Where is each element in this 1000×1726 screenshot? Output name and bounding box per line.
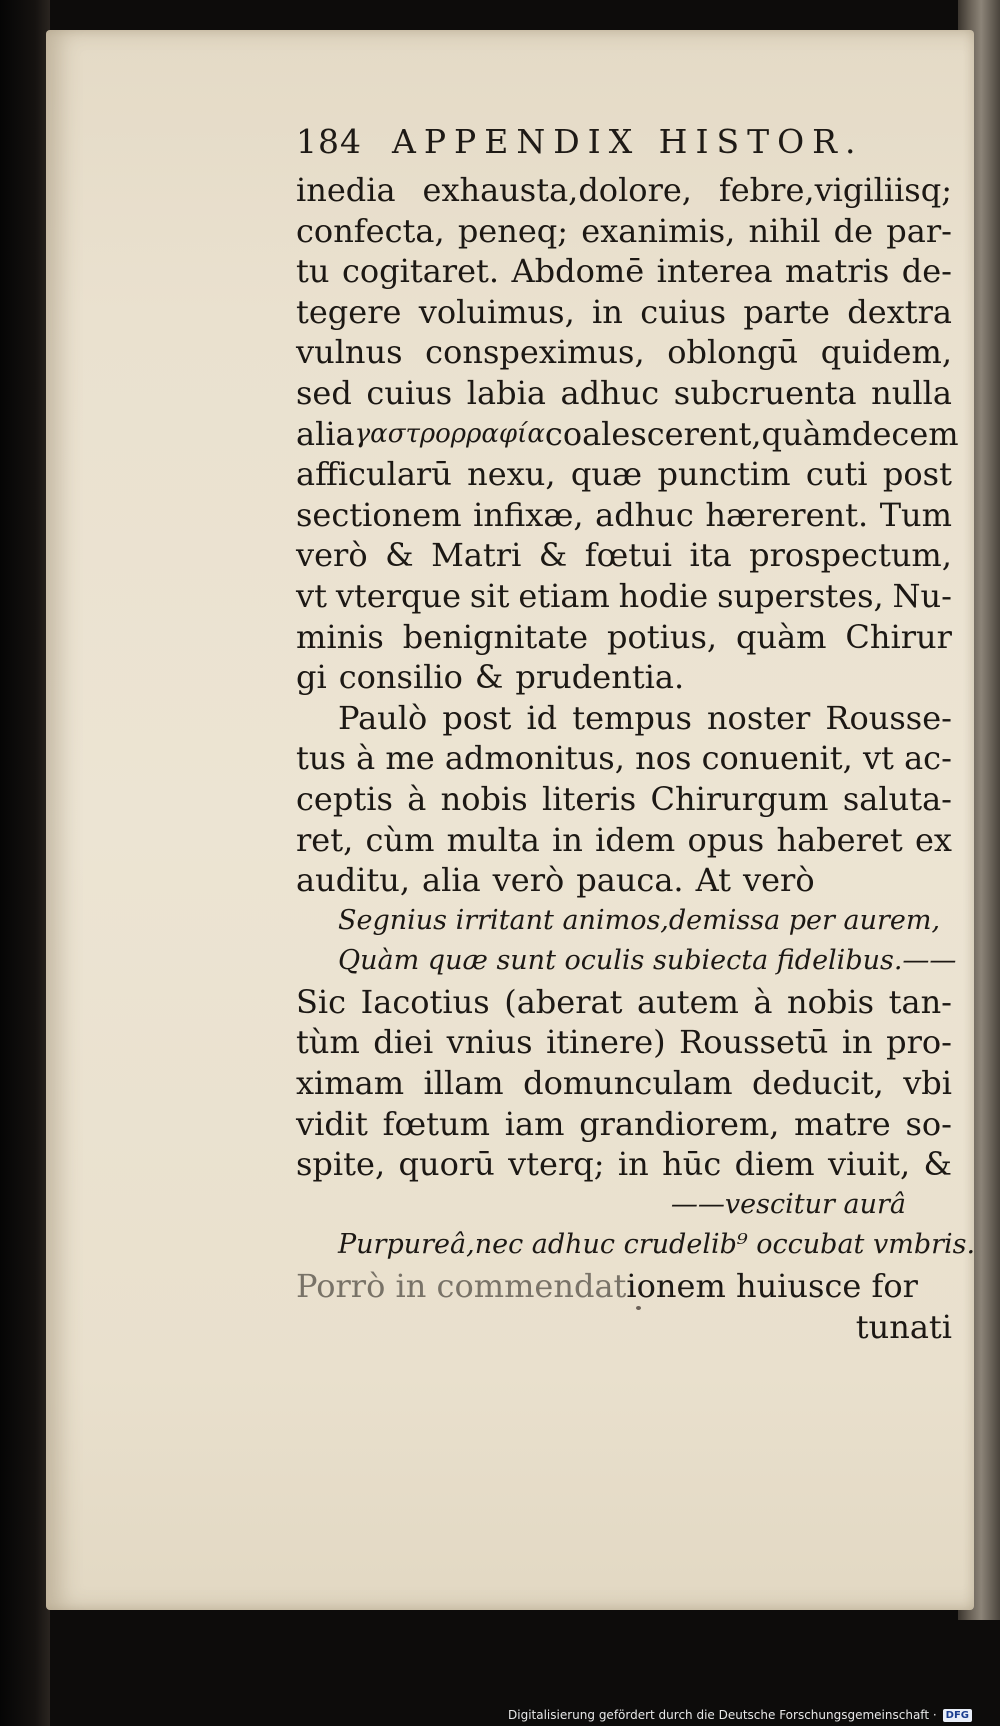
- word: &: [474, 658, 504, 697]
- running-header: [296, 122, 996, 170]
- faded-text: Porrò in commendat: [296, 1267, 627, 1306]
- word: voluimus,: [418, 292, 575, 331]
- catchword: tunati: [855, 1307, 952, 1346]
- word: diem: [734, 1145, 815, 1184]
- word: admonitus,: [444, 739, 625, 778]
- word: deducit,: [752, 1064, 884, 1103]
- word: vbi: [903, 1064, 952, 1103]
- word: vulnus: [296, 333, 403, 372]
- text-block: [296, 122, 996, 1347]
- text-line: [296, 779, 952, 820]
- word: Chirur: [845, 617, 952, 656]
- text-line: [296, 495, 952, 536]
- word: haberet: [776, 820, 903, 859]
- word: At: [695, 861, 731, 900]
- word: ret,: [296, 820, 354, 859]
- word: saluta-: [842, 779, 952, 818]
- word: par-: [886, 211, 952, 250]
- word: in: [841, 1023, 873, 1062]
- word: hærerent.: [705, 495, 869, 534]
- word: exhausta,dolore,: [422, 171, 692, 209]
- word: potius,: [607, 617, 718, 656]
- text-line: [296, 292, 952, 333]
- text-line: [296, 373, 952, 414]
- word: de: [833, 211, 874, 250]
- text-line: [296, 617, 952, 658]
- paragraph-1: [296, 170, 996, 698]
- word: adhuc: [595, 495, 694, 534]
- word: sectionem: [296, 495, 462, 534]
- word: grandiorem,: [579, 1104, 780, 1143]
- word: Paulò: [338, 698, 428, 737]
- word: literis: [541, 779, 637, 818]
- word: afficularū: [296, 455, 452, 494]
- word: ex: [914, 820, 952, 859]
- word: Rousse-: [825, 698, 952, 737]
- word: nobis: [440, 779, 528, 818]
- text-line: [296, 982, 952, 1023]
- word: quæ: [570, 455, 643, 494]
- funding-credit: Digitalisierung gefördert durch die Deutsche Forschungsgemeinschaft ·: [508, 1708, 937, 1722]
- text-line: [296, 738, 952, 779]
- word: Abdomē: [511, 252, 645, 291]
- word: alia: [296, 414, 355, 453]
- word: idem: [595, 820, 676, 859]
- text-line: [296, 1104, 952, 1145]
- word: diei: [373, 1023, 434, 1062]
- word: consilio: [338, 658, 463, 697]
- word: tu: [296, 252, 330, 291]
- word: viuit,: [827, 1145, 911, 1184]
- word: superstes,: [717, 576, 884, 615]
- word: itinere): [546, 1023, 666, 1062]
- word: multa: [446, 820, 540, 859]
- word: &: [923, 1145, 952, 1184]
- word: nos: [635, 739, 692, 778]
- word: cùm: [365, 820, 435, 859]
- verse-line: ——vescitur aurâ: [670, 1188, 906, 1220]
- word: fœtui: [584, 536, 672, 575]
- text-line: [296, 332, 952, 373]
- text-line: [296, 414, 959, 455]
- word: decem: [852, 414, 959, 453]
- word: inedia: [296, 171, 396, 209]
- word: infixæ,: [473, 495, 584, 534]
- word: peneq;: [457, 211, 569, 250]
- word: de-: [901, 252, 952, 291]
- word: vterq;: [508, 1145, 605, 1184]
- word: cuius: [366, 373, 453, 412]
- word: me: [385, 739, 435, 778]
- word: exanimis,: [581, 211, 736, 250]
- word: dextra: [847, 292, 952, 331]
- word: adhuc: [560, 373, 660, 412]
- word: conspeximus,: [425, 333, 645, 372]
- word: hūc: [662, 1145, 722, 1184]
- word: γαστρορραφία: [354, 418, 545, 449]
- word: cuti: [805, 455, 868, 494]
- word: domunculam: [523, 1064, 733, 1103]
- word: à: [356, 739, 376, 778]
- word: benignitate: [402, 617, 589, 656]
- word: iam: [504, 1104, 565, 1143]
- text-line: [296, 820, 952, 861]
- word: febre,vigiliisq;: [718, 171, 952, 209]
- word: matris: [785, 252, 890, 291]
- word: quorū: [398, 1145, 495, 1184]
- word: vidit: [296, 1104, 368, 1143]
- text-line: [296, 1063, 952, 1104]
- word: quidem,: [820, 333, 952, 372]
- word: Roussetū: [679, 1023, 829, 1062]
- word: Tum: [879, 495, 952, 534]
- word: gi: [296, 658, 327, 697]
- word: punctim: [657, 455, 791, 494]
- word: alia: [422, 861, 481, 900]
- word: matre: [794, 1104, 891, 1143]
- word: illam: [423, 1064, 504, 1103]
- word: id: [526, 698, 558, 737]
- word: minis: [296, 617, 384, 656]
- word: tegere: [296, 292, 402, 331]
- word: &: [538, 536, 568, 575]
- text: ionem huiusce for: [626, 1267, 918, 1306]
- word: &: [385, 536, 414, 575]
- word: Iacotius: [360, 982, 490, 1021]
- verse-line: Purpureâ,nec adhuc crudelib⁹ occubat vmbris.: [338, 1229, 976, 1261]
- running-head-title: APPENDIX HISTOR.: [392, 122, 864, 161]
- verse-line: Quàm quæ sunt oculis subiecta fidelibus.——: [338, 945, 957, 977]
- text-line: [296, 860, 952, 901]
- text-line: [296, 535, 952, 576]
- dfg-logo: DFG: [943, 1709, 972, 1722]
- word: prudentia.: [515, 658, 685, 697]
- word: prospectum,: [749, 536, 952, 575]
- word: so-: [905, 1104, 952, 1143]
- word: oblongū: [667, 333, 799, 372]
- word: verò: [296, 536, 368, 575]
- word: vnius: [446, 1023, 533, 1062]
- text-line: [296, 1144, 952, 1185]
- word: tempus: [572, 698, 692, 737]
- word: vt: [862, 739, 894, 778]
- word: (aberat: [504, 982, 623, 1021]
- word: sed: [296, 373, 352, 412]
- word: opus: [687, 820, 765, 859]
- page-number: 184: [296, 122, 362, 161]
- word: etiam: [518, 576, 610, 615]
- word: parte: [743, 292, 830, 331]
- paragraph-3: [296, 982, 996, 1185]
- word: pro-: [886, 1023, 952, 1062]
- word: post: [442, 698, 512, 737]
- word: post: [882, 455, 952, 494]
- word: à: [407, 779, 427, 818]
- word: tan-: [888, 982, 952, 1021]
- word: quàm: [735, 617, 827, 656]
- paragraph-2: [296, 698, 996, 901]
- word: interea: [656, 252, 773, 291]
- text-line: [296, 251, 952, 292]
- word: à: [753, 982, 773, 1021]
- text-line: [296, 211, 952, 252]
- book-page: [46, 30, 974, 1610]
- text-line: [296, 1022, 952, 1063]
- word: hodie: [618, 576, 709, 615]
- text-line: [296, 698, 952, 739]
- word: noster: [706, 698, 811, 737]
- word: autem: [637, 982, 739, 1021]
- text-line: [296, 576, 952, 617]
- word: in: [552, 820, 583, 859]
- book-spine-shadow: [0, 0, 50, 1726]
- word: nobis: [787, 982, 875, 1021]
- word: Matri: [431, 536, 522, 575]
- paragraph-4-line: [296, 1266, 952, 1307]
- text-line: [296, 454, 952, 495]
- word: vt: [296, 576, 327, 615]
- word: ceptis: [296, 779, 393, 818]
- word: fœtum: [382, 1104, 490, 1143]
- text-line: [296, 657, 952, 698]
- word: sit: [469, 576, 510, 615]
- word: confecta,: [296, 211, 445, 250]
- word: cogitaret.: [341, 252, 500, 291]
- word: cuius: [640, 292, 726, 331]
- word: quàm: [761, 414, 852, 453]
- word: ac-: [904, 739, 952, 778]
- word: spite,: [296, 1145, 386, 1184]
- word: auditu,: [296, 861, 411, 900]
- word: verò: [743, 861, 815, 900]
- word: tùm: [296, 1023, 360, 1062]
- word: ximam: [296, 1064, 405, 1103]
- digitization-footer: [0, 1704, 1000, 1726]
- word: nexu,: [467, 455, 556, 494]
- verse-line: Segnius irritant animos,demissa per aurem,: [338, 904, 941, 936]
- word: Nu-: [892, 576, 952, 615]
- word: nulla: [871, 373, 952, 412]
- ink-speck: [636, 1306, 641, 1310]
- word: ita: [689, 536, 732, 575]
- word: coalescerent,: [544, 414, 762, 453]
- word: labia: [466, 373, 546, 412]
- text-line: [296, 170, 952, 211]
- word: vterque: [335, 576, 462, 615]
- word: subcruenta: [673, 373, 857, 412]
- word: Sic: [296, 982, 347, 1021]
- word: Chirurgum: [650, 779, 829, 818]
- word: in: [592, 292, 623, 331]
- word: verò: [492, 861, 565, 900]
- word: conuenit,: [701, 739, 853, 778]
- word: pauca.: [576, 861, 684, 900]
- word: nihil: [748, 211, 821, 250]
- word: in: [617, 1145, 649, 1184]
- word: tus: [296, 739, 346, 778]
